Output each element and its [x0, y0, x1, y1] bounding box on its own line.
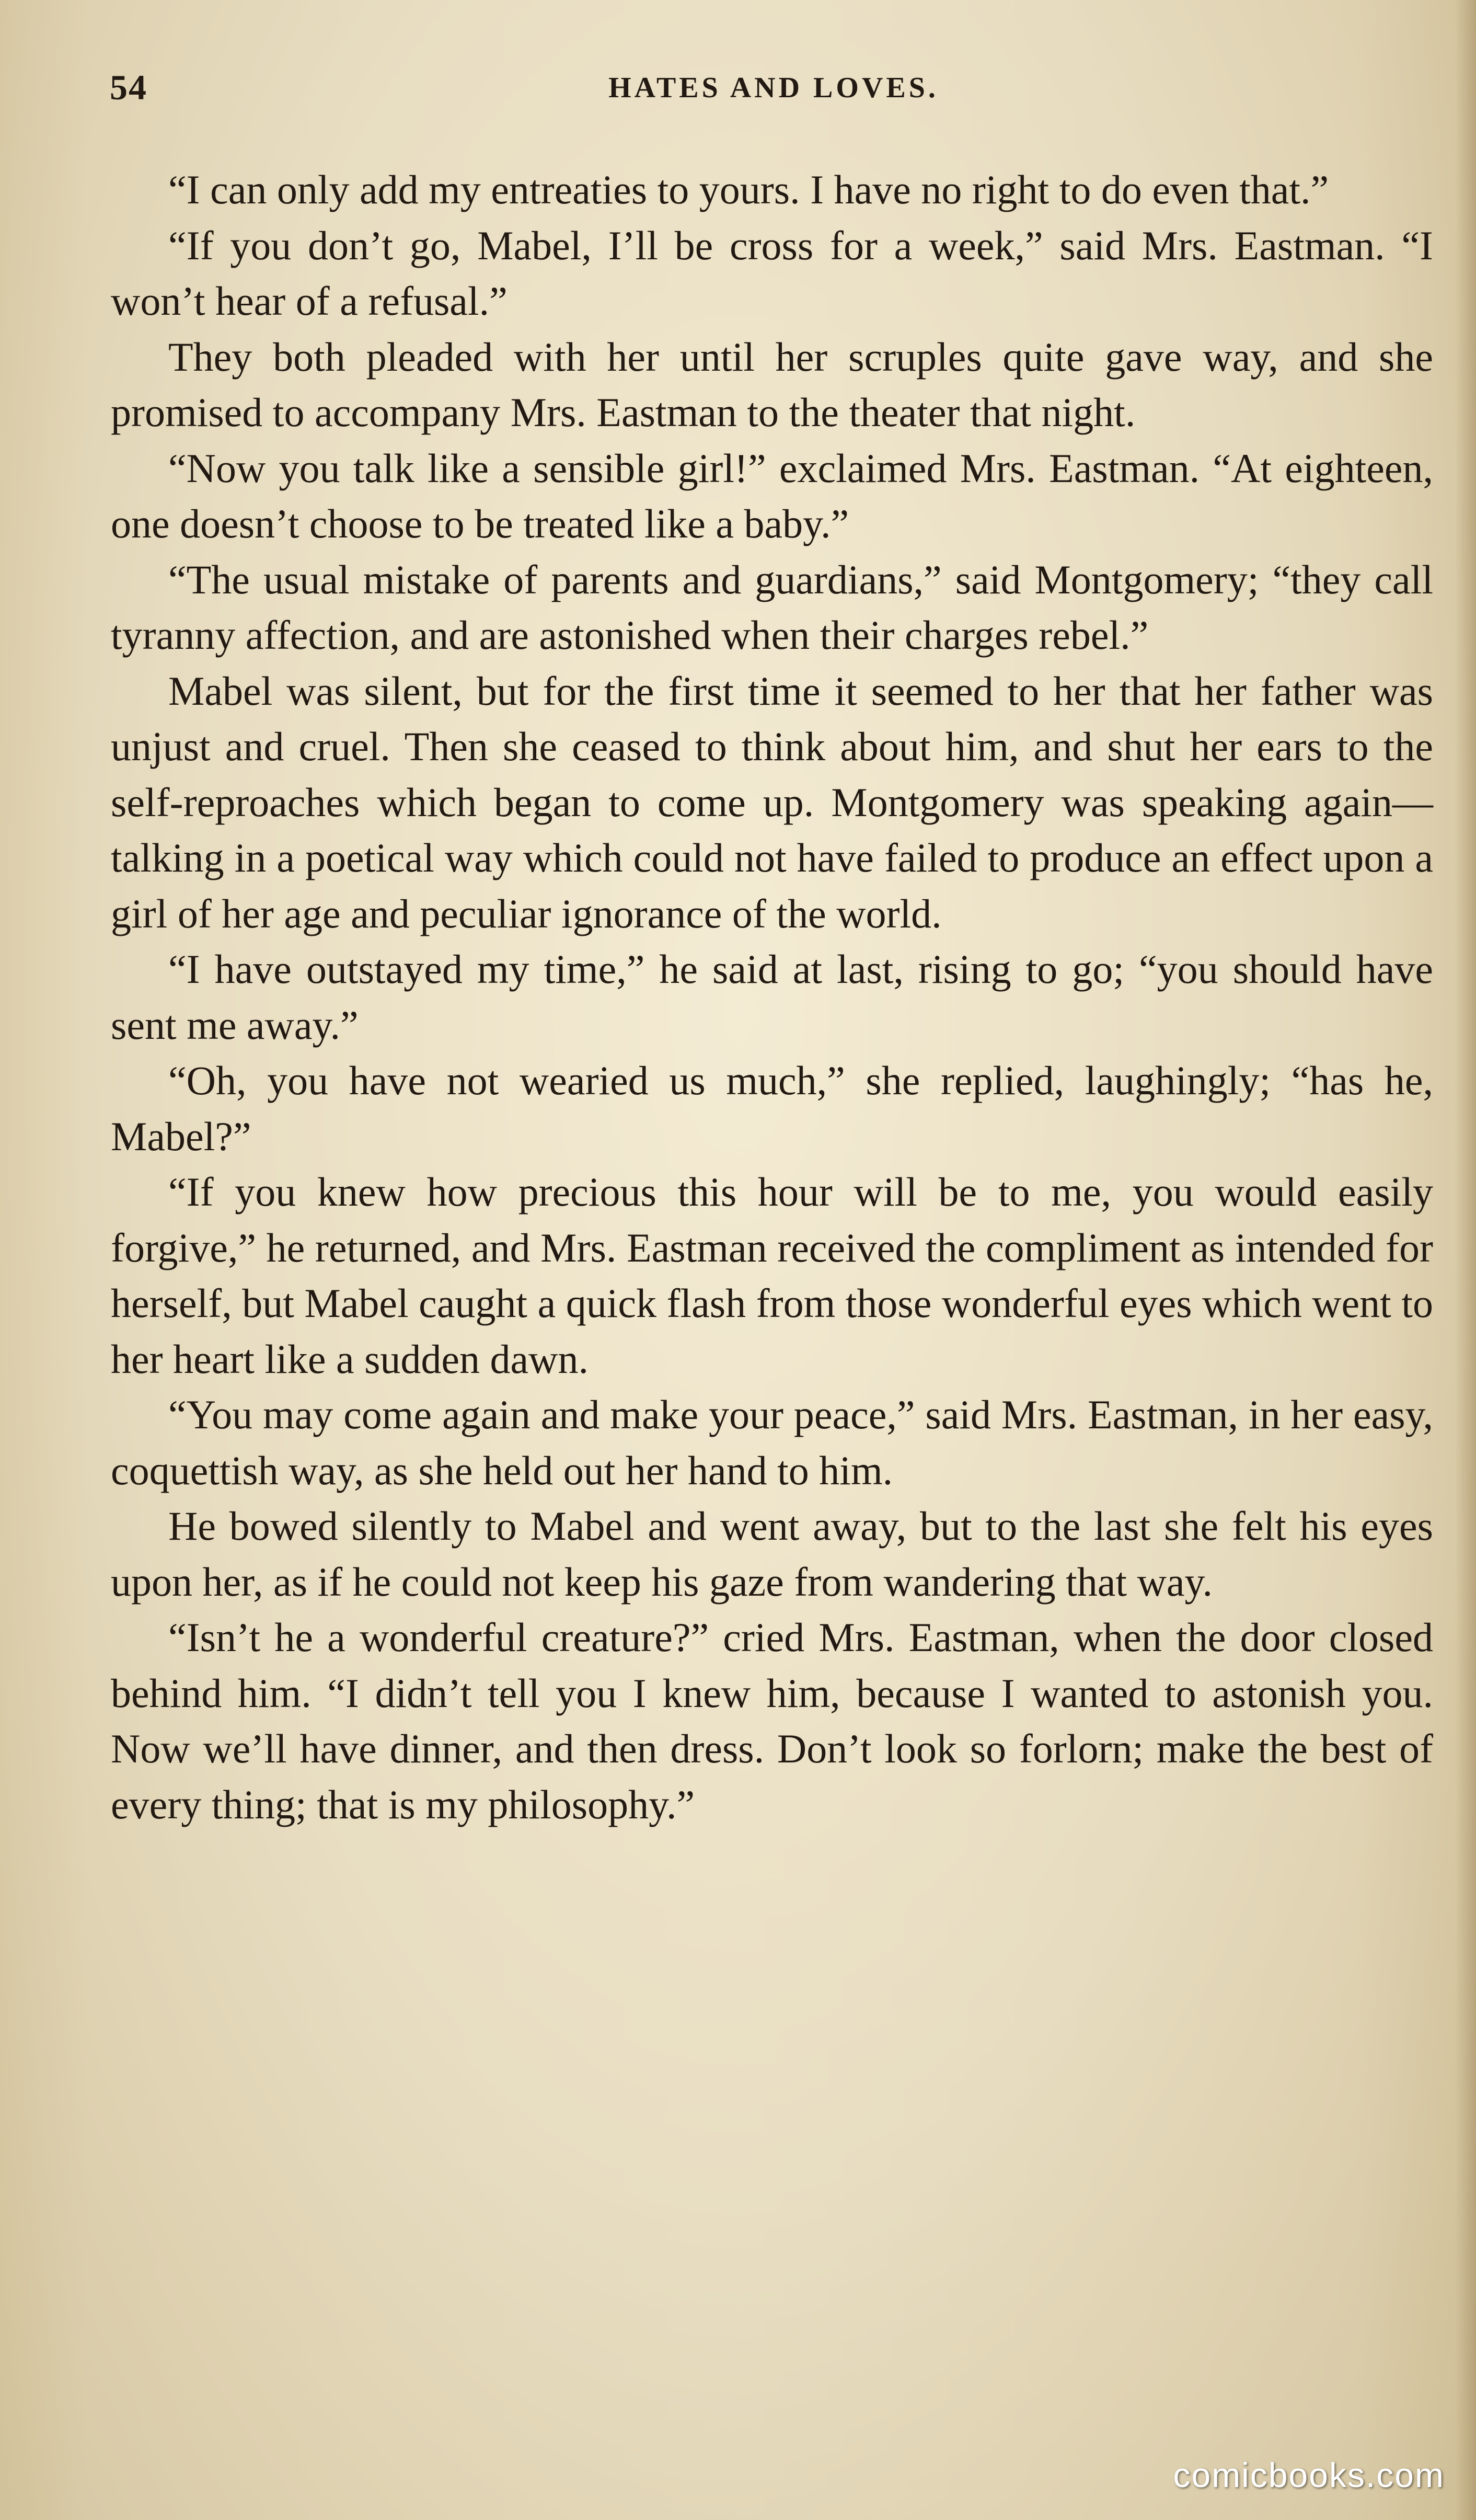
paragraph: Mabel was silent, but for the first time it seemed to her that her father was unjust and cruel. Then she ceased to think about him, and shut her ears to the self-reproaches which began to come up. Montgomery was speaking again—talking in a poetical way which could not have failed to produce an effect upon a girl of her age and peculiar ignorance of the world.: [111, 668, 1433, 936]
body-text: [111, 162, 1433, 1832]
watermark: comicbooks.com: [1173, 2456, 1445, 2494]
paragraph: “The usual mistake of parents and guardians,” said Montgomery; “they call tyranny affection, and are astonished when their charges rebel.”: [111, 556, 1433, 658]
paragraph: “If you knew how precious this hour will be to me, you would easily forgive,” he returned, and Mrs. Eastman received the compliment as intended for herself, but Mabel caught a quick flash from those wonderful eyes which went to her heart like a sudden dawn.: [111, 1169, 1433, 1382]
page-header: [110, 67, 1437, 124]
paragraph: “Now you talk like a sensible girl!” exclaimed Mrs. Eastman. “At eighteen, one doesn’t choose to be treated like a baby.”: [111, 445, 1433, 546]
page-number: 54: [110, 67, 147, 107]
paragraph: “If you don’t go, Mabel, I’ll be cross for a week,” said Mrs. Eastman. “I won’t hear of a refusal.”: [111, 222, 1433, 324]
paragraph: “Isn’t he a wonderful creature?” cried Mrs. Eastman, when the door closed behind him. “I didn’t tell you I knew him, because I wanted to astonish you. Now we’ll have dinner, and then dress. Don’t look so forlorn; make the best of every thing; that is my philosophy.”: [111, 1614, 1433, 1827]
paragraph: “Oh, you have not wearied us much,” she replied, laughingly; “has he, Mabel?”: [111, 1058, 1433, 1159]
paragraph: “I have outstayed my time,” he said at last, rising to go; “you should have sent me away.”: [111, 946, 1433, 1048]
paragraph: “You may come again and make your peace,” said Mrs. Eastman, in her easy, coquettish way, as she held out her hand to him.: [111, 1392, 1433, 1493]
page-edge-shadow: [1455, 0, 1476, 2520]
running-title: HATES AND LOVES.: [608, 72, 939, 104]
paragraph: “I can only add my entreaties to yours. I have no right to do even that.”: [168, 167, 1329, 212]
paragraph: They both pleaded with her until her scruples quite gave way, and she promised to accompany Mrs. Eastman to the theater that night.: [111, 334, 1433, 435]
paragraph: He bowed silently to Mabel and went away, but to the last she felt his eyes upon her, as if he could not keep his gaze from wandering that way.: [111, 1503, 1433, 1605]
